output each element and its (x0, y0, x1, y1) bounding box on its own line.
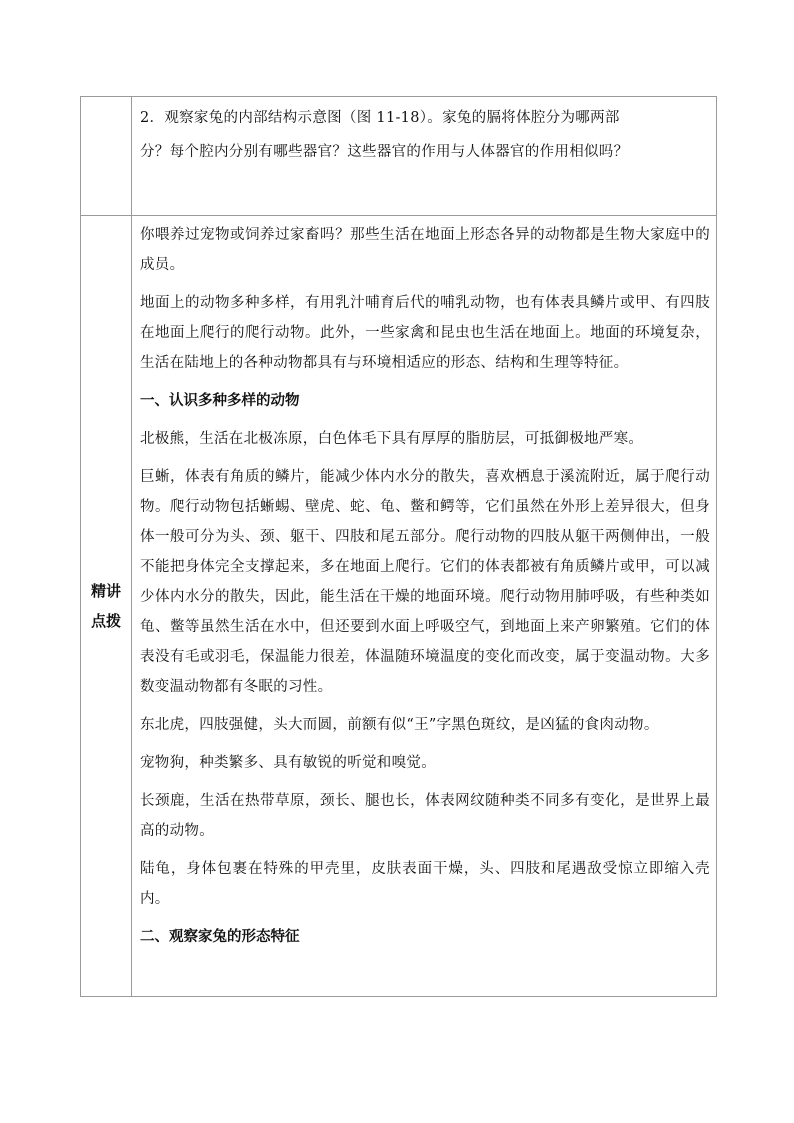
lesson-table (80, 96, 717, 997)
paragraph: 东北虎，四肢强健，头大而圆，前额有似“王”字黑色斑纹，是凶猛的食肉动物。 (140, 717, 659, 733)
row-label-cell (81, 97, 132, 216)
paragraph: 宠物狗，种类繁多、具有敏锐的听觉和嗅觉。 (140, 755, 436, 771)
paragraph: 巨蜥，体表有角质的鳞片，能减少体内水分的散失，喜欢栖息于溪流附近，属于爬行动物。爬行动物包括蜥蜴、壁虎、蛇、龟、鳖和鳄等，它们虽然在外形上差异很大，但身体一般可分为头、颈、躯干、四肢和尾五部分。爬行动物的四肢从躯干两侧伸出，一般不能把身体完全支撑起来，多在地面上爬行。它们的体表都被有角质鳞片或甲，可以减少体内水分的散失，因此，能生活在干燥的地面环境。爬行动物用肺呼吸，有些种类如龟、鳖等虽然生活在水中，但还要到水面上呼吸空气，到地面上来产卵繁殖。它们的体表没有毛或羽毛，保温能力很差，体温随环境温度的变化而改变，属于变温动物。大多数变温动物都有冬眠的习性。 (140, 469, 710, 695)
section-heading: 二、观察家兔的形态特征 (140, 929, 300, 945)
content-cell (132, 216, 717, 997)
question-cell (132, 97, 717, 216)
row-label-cell (81, 216, 132, 997)
question-line: 2．观察家兔的内部结构示意图（图 11-18）。家兔的膈将体腔分为哪两部 (140, 110, 620, 126)
paragraph: 长颈鹿，生活在热带草原，颈长、腿也长，体表网纹随种类不同多有变化，是世界上最高的动物。 (140, 793, 710, 839)
paragraph: 北极熊，生活在北极冻原，白色体毛下具有厚厚的脂肪层，可抵御极地严寒。 (140, 431, 644, 447)
paragraph: 地面上的动物多种多样，有用乳汁哺育后代的哺乳动物，也有体表具鳞片或甲、有四肢在地面上爬行的爬行动物。此外，一些家禽和昆虫也生活在地面上。地面的环境复杂，生活在陆地上的各种动物都具有与环境相适应的形态、结构和生理等特征。 (140, 295, 710, 371)
table-row (81, 97, 717, 216)
table-row (81, 216, 717, 997)
question-line: 分？每个腔内分别有哪些器官？这些器官的作用与人体器官的作用相似吗？ (140, 144, 629, 160)
section-heading: 一、认识多种多样的动物 (140, 393, 300, 409)
paragraph: 你喂养过宠物或饲养过家畜吗？那些生活在地面上形态各异的动物都是生物大家庭中的成员。 (140, 227, 710, 273)
paragraph: 陆龟，身体包裹在特殊的甲壳里，皮肤表面干燥，头、四肢和尾遇敌受惊立即缩入壳内。 (140, 861, 710, 907)
section-label: 精讲点拨 (90, 582, 121, 630)
content-body (132, 216, 716, 952)
